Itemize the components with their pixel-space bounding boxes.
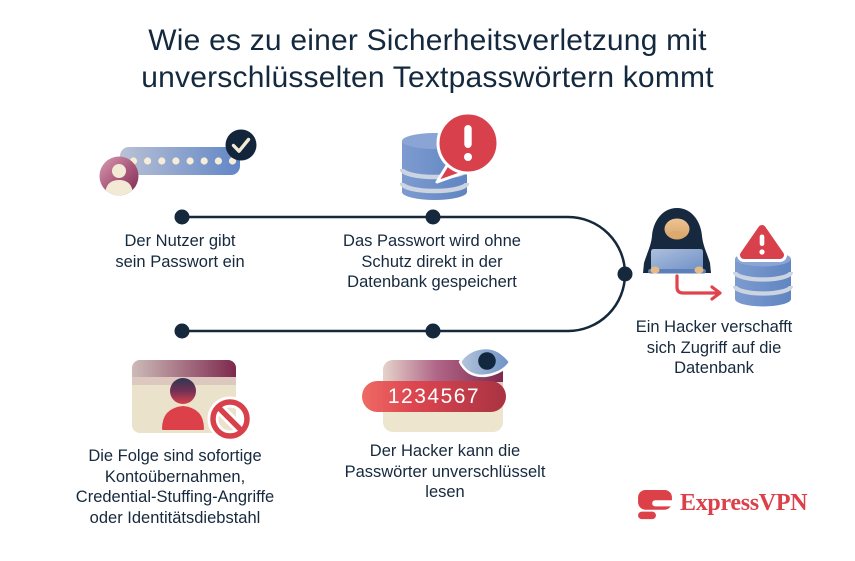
label-line: Credential-Stuffing-Angriffe [75, 488, 275, 506]
label-line: Der Hacker kann die [369, 442, 521, 460]
label-line: Kontoübernahmen, [104, 467, 246, 486]
step-5-label [76, 446, 274, 528]
label-line: Datenbank gespeichert [347, 273, 517, 291]
timeline-dot-4 [426, 324, 441, 339]
blocked-account-icon [122, 348, 257, 448]
timeline-dot-3 [618, 267, 633, 282]
step-4-label [345, 441, 546, 503]
step-2-label [343, 231, 521, 293]
expressvpn-logo-icon [636, 489, 674, 521]
label-line: Schutz direkt in der [361, 252, 503, 271]
prohibition-icon [213, 402, 247, 436]
expressvpn-wordmark: ExpressVPN [680, 490, 808, 516]
timeline-dot-5 [175, 324, 190, 339]
label-line: sich Zugriff auf die [646, 338, 782, 357]
revealed-password-eye-icon [350, 342, 525, 437]
label-line: Datenbank [674, 359, 754, 377]
label-line: Der Nutzer gibt [124, 232, 236, 250]
hacker-database-icon [638, 203, 803, 315]
step-1-label [115, 231, 244, 272]
label-line: Die Folge sind sofortige [88, 447, 262, 465]
label-line: Ein Hacker verschafft [635, 318, 793, 336]
label-line: Passwörter unverschlüsselt [344, 462, 546, 481]
label-line: Das Passwort wird ohne [343, 232, 521, 250]
label-line: lesen [425, 483, 465, 501]
label-line: oder Identitätsdiebstahl [89, 508, 261, 527]
password-input-check-icon [95, 123, 265, 201]
label-line: sein Passwort ein [115, 252, 245, 271]
step-3-label [636, 317, 793, 379]
red-arrow [677, 276, 718, 293]
timeline-dot-1 [175, 210, 190, 225]
database-alert-icon [388, 112, 506, 212]
revealed-password-text: 1234567 [387, 385, 481, 408]
infographic-title: Wie es zu einer Sicherheitsverletzung mit unverschlüsselten Textpasswörtern kommt [141, 24, 714, 94]
